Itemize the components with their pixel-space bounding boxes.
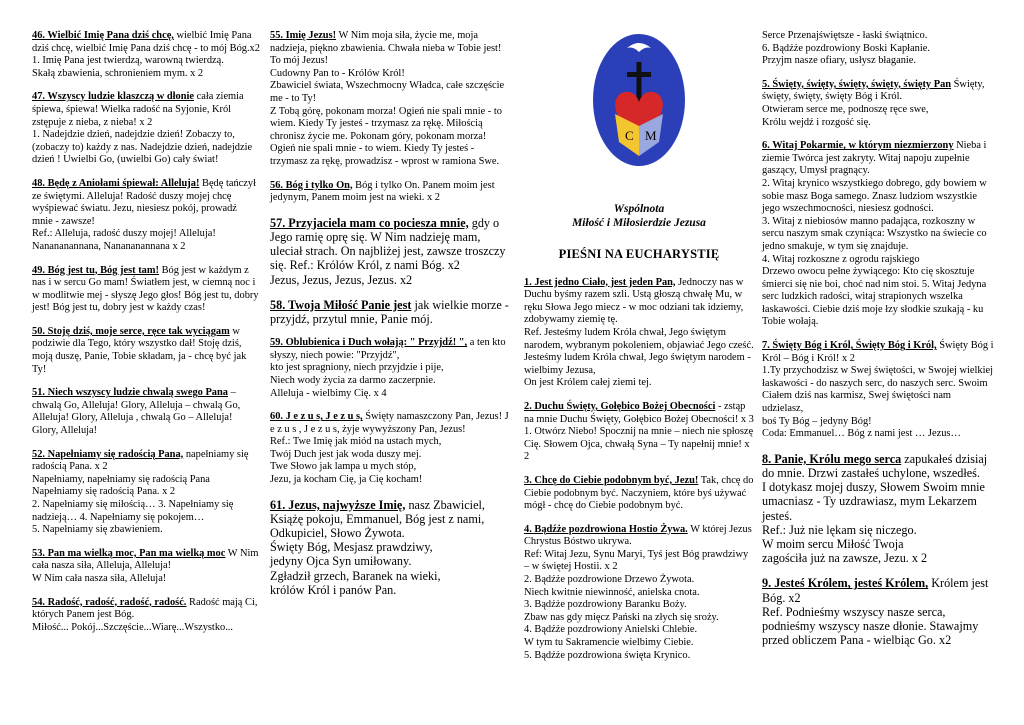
emblem-svg <box>589 30 689 170</box>
song-title: 3. Chcę do Ciebie podobnym być, Jezu! <box>524 474 699 486</box>
song-block <box>524 524 754 663</box>
song-line: Królu wejdź i rozgość się. <box>762 116 871 128</box>
song-line: W tym tu Sakramencie wielbimy Ciebie. <box>524 637 694 649</box>
song-block <box>762 79 994 129</box>
song-line: Ref.: Twe Imię jak miód na ustach mych, <box>270 436 442 448</box>
song-line: 1. Otwórz Niebo! Spocznij na mnie – niech nie spłoszę Cię. Słowem Ojca, chwałą Syna – Ty napełnij mnie! x 2 <box>524 426 754 463</box>
song-line: - zstąp na mnie Duchu Święty, Gołębico Bożej Obecności! x 3 <box>524 400 754 425</box>
song-line: Zbaw nas gdy mięcz Pański na złych się sroży. <box>524 611 719 623</box>
song-line: Niech wody życia za darmo zaczerpnie. <box>270 374 436 386</box>
song-line: 4. Witaj rozkoszne z ogrodu rajskiego <box>762 253 920 265</box>
song-title: 9. Jesteś Królem, jesteś Królem, <box>762 576 929 591</box>
intro-line: 6. Bądźże pozdrowiony Boski Kapłanie. <box>762 42 930 54</box>
intro-line: Serce Przenajświętsze - łaski świątnico. <box>762 30 928 41</box>
song-block <box>32 326 260 376</box>
song-block <box>524 401 754 464</box>
song-line: Drzewo owocu pełne żywiącego: Kto cię skosztuje śmierci się nie boi, choć nad nim stoi. 5. Witaj Jedyna serc ludzkich radości, witaj strapionych wszelka łaskawości. Ciebie dziś moje łzy słodkie szukają - ku Tobie wołają. <box>762 266 987 328</box>
song-line: Miłość... Pokój...Szczęście...Wiarę...Wszystko... <box>32 621 233 633</box>
community-emblem <box>589 30 689 170</box>
song-title: 8. Panie, Królu mego serca <box>762 451 902 466</box>
song-line: Coda: Emmanuel… Bóg z nami jest … Jezus… <box>762 428 961 440</box>
column-4 <box>762 30 994 658</box>
song-line: Królem jest Bóg. x2 <box>762 576 989 605</box>
song-line: królów Król i panów Pan. <box>270 582 397 597</box>
song-title: 54. Radość, radość, radość, radość. <box>32 596 187 608</box>
emblem-letter-c: C <box>625 128 634 143</box>
song-line: jedyny Ojca Syn umiłowany. <box>270 554 412 569</box>
song-line: Otwieram serce me, podnoszę ręce swe, <box>762 103 929 115</box>
song-line: 5. Bądźże pozdrowiona święta Krynico. <box>524 649 691 661</box>
song-title: 6. Witaj Pokarmie, w którym niezmierzony <box>762 140 954 152</box>
song-line: Tak, chcę do Ciebie podobnym być. Naczyniem, które byś używać mógł - chcę do Ciebie podobnym być. <box>524 474 754 512</box>
column-1 <box>32 30 260 645</box>
song-line: W której Jezus Chrystus Bóstwo ukrywa. <box>524 523 752 548</box>
song-title: 52. Napełniamy się radością Pana, <box>32 448 184 460</box>
song-line: Skałą zbawienia, schronieniem mym. x 2 <box>32 67 204 79</box>
song-line: 1. Imię Pana jest twierdzą, warowną twierdzą. <box>32 55 224 67</box>
intro-line: Przyjm nasze ofiary, usłysz błaganie. <box>762 55 916 67</box>
song-line: Jezu, ja kocham Cię, ja Cię kocham! <box>270 474 423 486</box>
song-block <box>270 216 510 287</box>
song-block <box>762 576 994 647</box>
song-block <box>32 449 260 537</box>
song-line: jak wielkie morze - przyjdź, przytul mnie, Panie mój. <box>270 297 509 326</box>
song-title: 1. Jest jedno Ciało, jest jeden Pan, <box>524 276 676 288</box>
song-line: – chwalą Go, Alleluja! Glory, Alleluja – chwalą Go, Alleluja! Glory, Alleluja , chwalą Go – Alleluja! Glory, Alleluja! <box>32 387 241 437</box>
song-block <box>270 337 510 400</box>
song-block <box>32 91 260 167</box>
song-block <box>270 180 510 205</box>
song-line: Alleluja - wielbimy Cię. x 4 <box>270 387 387 399</box>
song-title: 4. Bądźże pozdrowiona Hostio Żywa. <box>524 523 688 535</box>
song-title: 59. Oblubienica i Duch wołają: " Przyjdź! ", <box>270 337 468 349</box>
song-block <box>762 340 994 441</box>
song-block <box>32 597 260 635</box>
song-title: 55. Imię Jezus! <box>270 30 337 41</box>
column-3 <box>524 30 754 673</box>
song-line: Ref.: Alleluja, radość duszy mojej! Alleluja! Nanananannana, Nanananannana x 2 <box>32 228 216 252</box>
song-block <box>524 277 754 390</box>
song-line: Bóg i tylko On. Panem moim jest jedynym, Panem moim jest na wieki. x 2 <box>270 179 495 204</box>
song-line: 3. Bądźże pozdrowiony Baranku Boży. <box>524 599 687 611</box>
song-line: nasz Zbawiciel, Książę pokoju, Emmanuel, Bóg jest z nami, Odkupiciel, Słowo Żywota. <box>270 497 485 541</box>
song-line: wielbić Imię Pana dziś chcę, wielbić Imię Pana dziś chcę - to mój Bóg.x2 <box>32 30 260 54</box>
song-title: 48. Będę z Aniołami śpiewał: Alleluja! <box>32 177 200 189</box>
song-line: zapukałeś dzisiaj do mnie. Drzwi zastałeś uchylone, wszedłeś. <box>762 451 988 481</box>
song-line: Święty Bóg i Król – Bóg i Król! x 2 <box>762 340 994 364</box>
song-line: Cudowny Pan to - Królów Król! <box>270 67 405 79</box>
song-line: 1.Ty przychodzisz w Swej świętości, w Swojej wielkiej łaskawości - do naszych serc, do naszych serc. Swoim Ciałem dziś nas karmisz, Swej świętości nam udzielasz, <box>762 365 993 415</box>
song-line: 2. Napełniamy się miłością… 3. Napełniamy się nadzieją… 4. Napełniamy się pokojem… <box>32 499 234 523</box>
song-title: 2. Duchu Święty, Gołębico Bożej Obecności <box>524 400 716 412</box>
song-line: a ten kto słyszy, niech powie: "Przyjdź", <box>270 337 506 361</box>
song-line: Święty Bóg, Mesjasz prawdziwy, <box>270 540 433 555</box>
song-line: W Nim moja siła, życie me, moja nadzieja, piękno zbawienia. Chwała nieba w Tobie jest! To mój Jezus! <box>270 30 502 67</box>
cross-horizontal <box>627 72 651 77</box>
section-title: PIEŚNI NA EUCHARYSTIĘ <box>558 247 720 261</box>
song-line: cała ziemia śpiewa, śpiewa! Wielka radość na Syjonie, Król zstępuje z nieba, z nieba! x 2 <box>32 91 244 128</box>
song-title: 49. Bóg jest tu, Bóg jest tam! <box>32 264 159 276</box>
song-title: 50. Stoję dziś, moje serce, ręce tak wyciągam <box>32 325 230 337</box>
song-title: 61. Jezus, najwyższe Imię, <box>270 497 406 512</box>
song-line: On jest Królem całej ziemi tej. <box>524 377 652 389</box>
song-line: gdy o Jego ramię oprę się. W Nim nadzieję mam, uleciał strach. On najbliżej jest, zawsze troszczy się. Ref.: Królów Król, z nami Bóg. x2 <box>270 215 506 273</box>
song-line: 2. Bądźże pozdrowione Drzewo Żywota. <box>524 574 695 586</box>
song-line: Święty namaszczony Pan, Jezus! J e z u s , J e z u s, żyje wywyższony Pan, Jezus! <box>270 411 509 435</box>
song-block <box>270 298 510 326</box>
song-block <box>270 498 510 597</box>
song-line: Zgładził grzech, Baranek na wieki, <box>270 568 441 583</box>
song-title: 53. Pan ma wielką moc, Pan ma wielką moc <box>32 547 226 559</box>
song-line: Twe Słowo jak lampa u mych stóp, <box>270 461 417 473</box>
community-name <box>524 202 754 230</box>
song-line: Ref: Witaj Jezu, Synu Maryi, Tyś jest Bóg prawdziwy – w świętej Hostii. x 2 <box>524 548 749 573</box>
community-title: Wspólnota <box>613 203 665 215</box>
song-title: 57. Przyjaciela mam co pociesza mnie, <box>270 215 469 230</box>
song-line: Nieba i ziemie Twórca jest zakryty. Witaj napoju zupełnie gaszący, Umysł pragnący. <box>762 140 987 177</box>
song-title: 60. J e z u s, J e z u s, <box>270 411 363 423</box>
song-line: Z Tobą górę, pokonam morza! Ogień nie spali mnie - to wiem. Kiedy Ty jesteś - trzymasz za rękę. Miłością chronisz życie me. Pokonam góry, pokonam morza! Ogień nie spali mnie - to wiem. Kiedy Ty jesteś - trzymasz za rękę, prowadzisz - wprost w ramiona Swe. <box>270 105 502 167</box>
song-line: boś Ty Bóg – jedyny Bóg! <box>762 415 872 427</box>
song-title: 56. Bóg i tylko On, <box>270 179 353 191</box>
song-line: Ref. Podnieśmy wszyscy nasze serca, podnieśmy wszyscy nasze dłonie. Stawajmy przed obliczem Pana - wielbiąc Go. x2 <box>762 604 979 648</box>
song-line: Ref.: Już nie lękam się niczego. <box>762 522 917 537</box>
song-line: kto jest spragniony, niech przyjdzie i pije, <box>270 362 444 374</box>
song-line: w podziwie dla Tego, który wszystko dał! Stoję dziś, moją duszę, Panie, Tobie składam, ja - chcę być jak Ty! <box>32 325 247 375</box>
column-4-songs <box>762 79 994 648</box>
song-block <box>32 265 260 315</box>
song-line: Ref. Jesteśmy ludem Króla chwał, Jego świętym narodem, wybranym pokoleniem, objawiać Jego cześć. Jesteśmy ludem Króla chwał, Jego świętym narodem - wielbimy Jezusa, <box>524 326 754 376</box>
song-line: Jednoczy nas w Duchu byśmy razem szli. Ustą głoszą chwałę Mu, w ręku Słowa Jego miecz - w moc odziani tak idziemy, zdobywamy ziemię tę. <box>524 276 744 326</box>
song-line: 1. Nadejdzie dzień, nadejdzie dzień! Zobaczy to, (zobaczy to) każdy z nas. Nadejdzie dzień, nadejdzie dzień ! Uwielbi Go, (uwielbi Go) cały świat! <box>32 129 253 166</box>
song-block <box>762 452 994 566</box>
song-line: Radość mają Ci, których Panem jest Bóg. <box>32 596 258 621</box>
emblem-letter-m: M <box>645 128 657 143</box>
song-line: Zbawiciel świata, Wszechmocny Władca, całe szczęście me - to Ty! <box>270 80 505 104</box>
song-block <box>524 475 754 513</box>
song-title: 5. Święty, święty, święty, święty, święty Pan <box>762 78 952 90</box>
song-line: W Nim cała nasza siła, Alleluja, Alleluja! <box>32 547 259 572</box>
song-block <box>270 411 510 487</box>
song-line: Jezus, Jezus, Jezus, Jezus. x2 <box>270 272 413 287</box>
song-title: 51. Niech wszyscy ludzie chwalą swego Pana <box>32 387 228 399</box>
column-3-songs <box>524 277 754 663</box>
song-line: Bóg jest w każdym z nas i w sercu Go mam! Światłem jest, w ciemną noc i w modlitwie mej - słyszę Jego głos! Bóg jest tu, dobry jest! Bóg jest tu, dobry jest w każdy czas! <box>32 264 259 314</box>
column-4-intro <box>762 30 994 68</box>
song-title: 46. Wielbić Imię Pana dziś chcę, <box>32 30 174 41</box>
song-line: Twój Duch jest jak woda duszy mej. <box>270 448 422 460</box>
community-subtitle: Miłość i Miłosierdzie Jezusa <box>572 217 706 229</box>
song-line: 4. Bądźże pozdrowiony Anielski Chlebie. <box>524 624 698 636</box>
song-line: Święty, święty, święty, święty Bóg i Król. <box>762 78 985 103</box>
song-line: 2. Witaj krynico wszystkiego dobrego, gdy bowiem w sobie masz Boga samego. Znasz ludziom wszystkie jego wszechmocności, niesiesz godności. <box>762 177 987 215</box>
song-block <box>32 548 260 586</box>
song-line: Napełniamy, napełniamy się radością Pana <box>32 473 210 485</box>
song-block <box>32 178 260 254</box>
song-line: Napełniamy się radością Pana. x 2 <box>32 486 176 498</box>
song-block <box>32 387 260 437</box>
song-line: zagościła już na zawsze, Jezu. x 2 <box>762 551 928 566</box>
song-line: W Nim cała nasza siła, Alleluja! <box>32 572 167 584</box>
song-line: 3. Witaj z niebiosów manno padająca, rozkoszny w sercu naszym smak czyniąca: Wszystko na świecie co jedno smakuje, w tym się znajduje. <box>762 215 987 252</box>
song-block <box>762 140 994 329</box>
song-title: 7. Święty Bóg i Król, Święty Bóg i Król, <box>762 340 937 352</box>
song-line: 5. Napełniamy się zbawieniem. <box>32 524 163 536</box>
song-line: napełniamy się radością Pana. x 2 <box>32 448 249 473</box>
song-title: 47. Wszyscy ludzie klaszczą w dłonie <box>32 91 195 103</box>
song-line: I dotykasz mojej duszy, Słowem Swoim mnie umacniasz - Ty uzdrawiasz, mym Lekarzem jesteś. <box>762 480 985 523</box>
song-block <box>270 30 510 169</box>
song-title: 58. Twoja Miłość Panie jest <box>270 297 412 312</box>
column-2 <box>270 30 510 608</box>
song-block <box>32 30 260 80</box>
song-line: W moim sercu Miłość Twoja <box>762 537 904 552</box>
song-line: Będę tańczył ze świętymi. Alleluja! Radość duszy mojej chcę wyśpiewać światu. Jezu, niesiesz pokój, prowadź mnie - zawsze! <box>32 177 256 227</box>
song-line: Niech kwitnie niewinność, anielska cnota. <box>524 586 700 598</box>
